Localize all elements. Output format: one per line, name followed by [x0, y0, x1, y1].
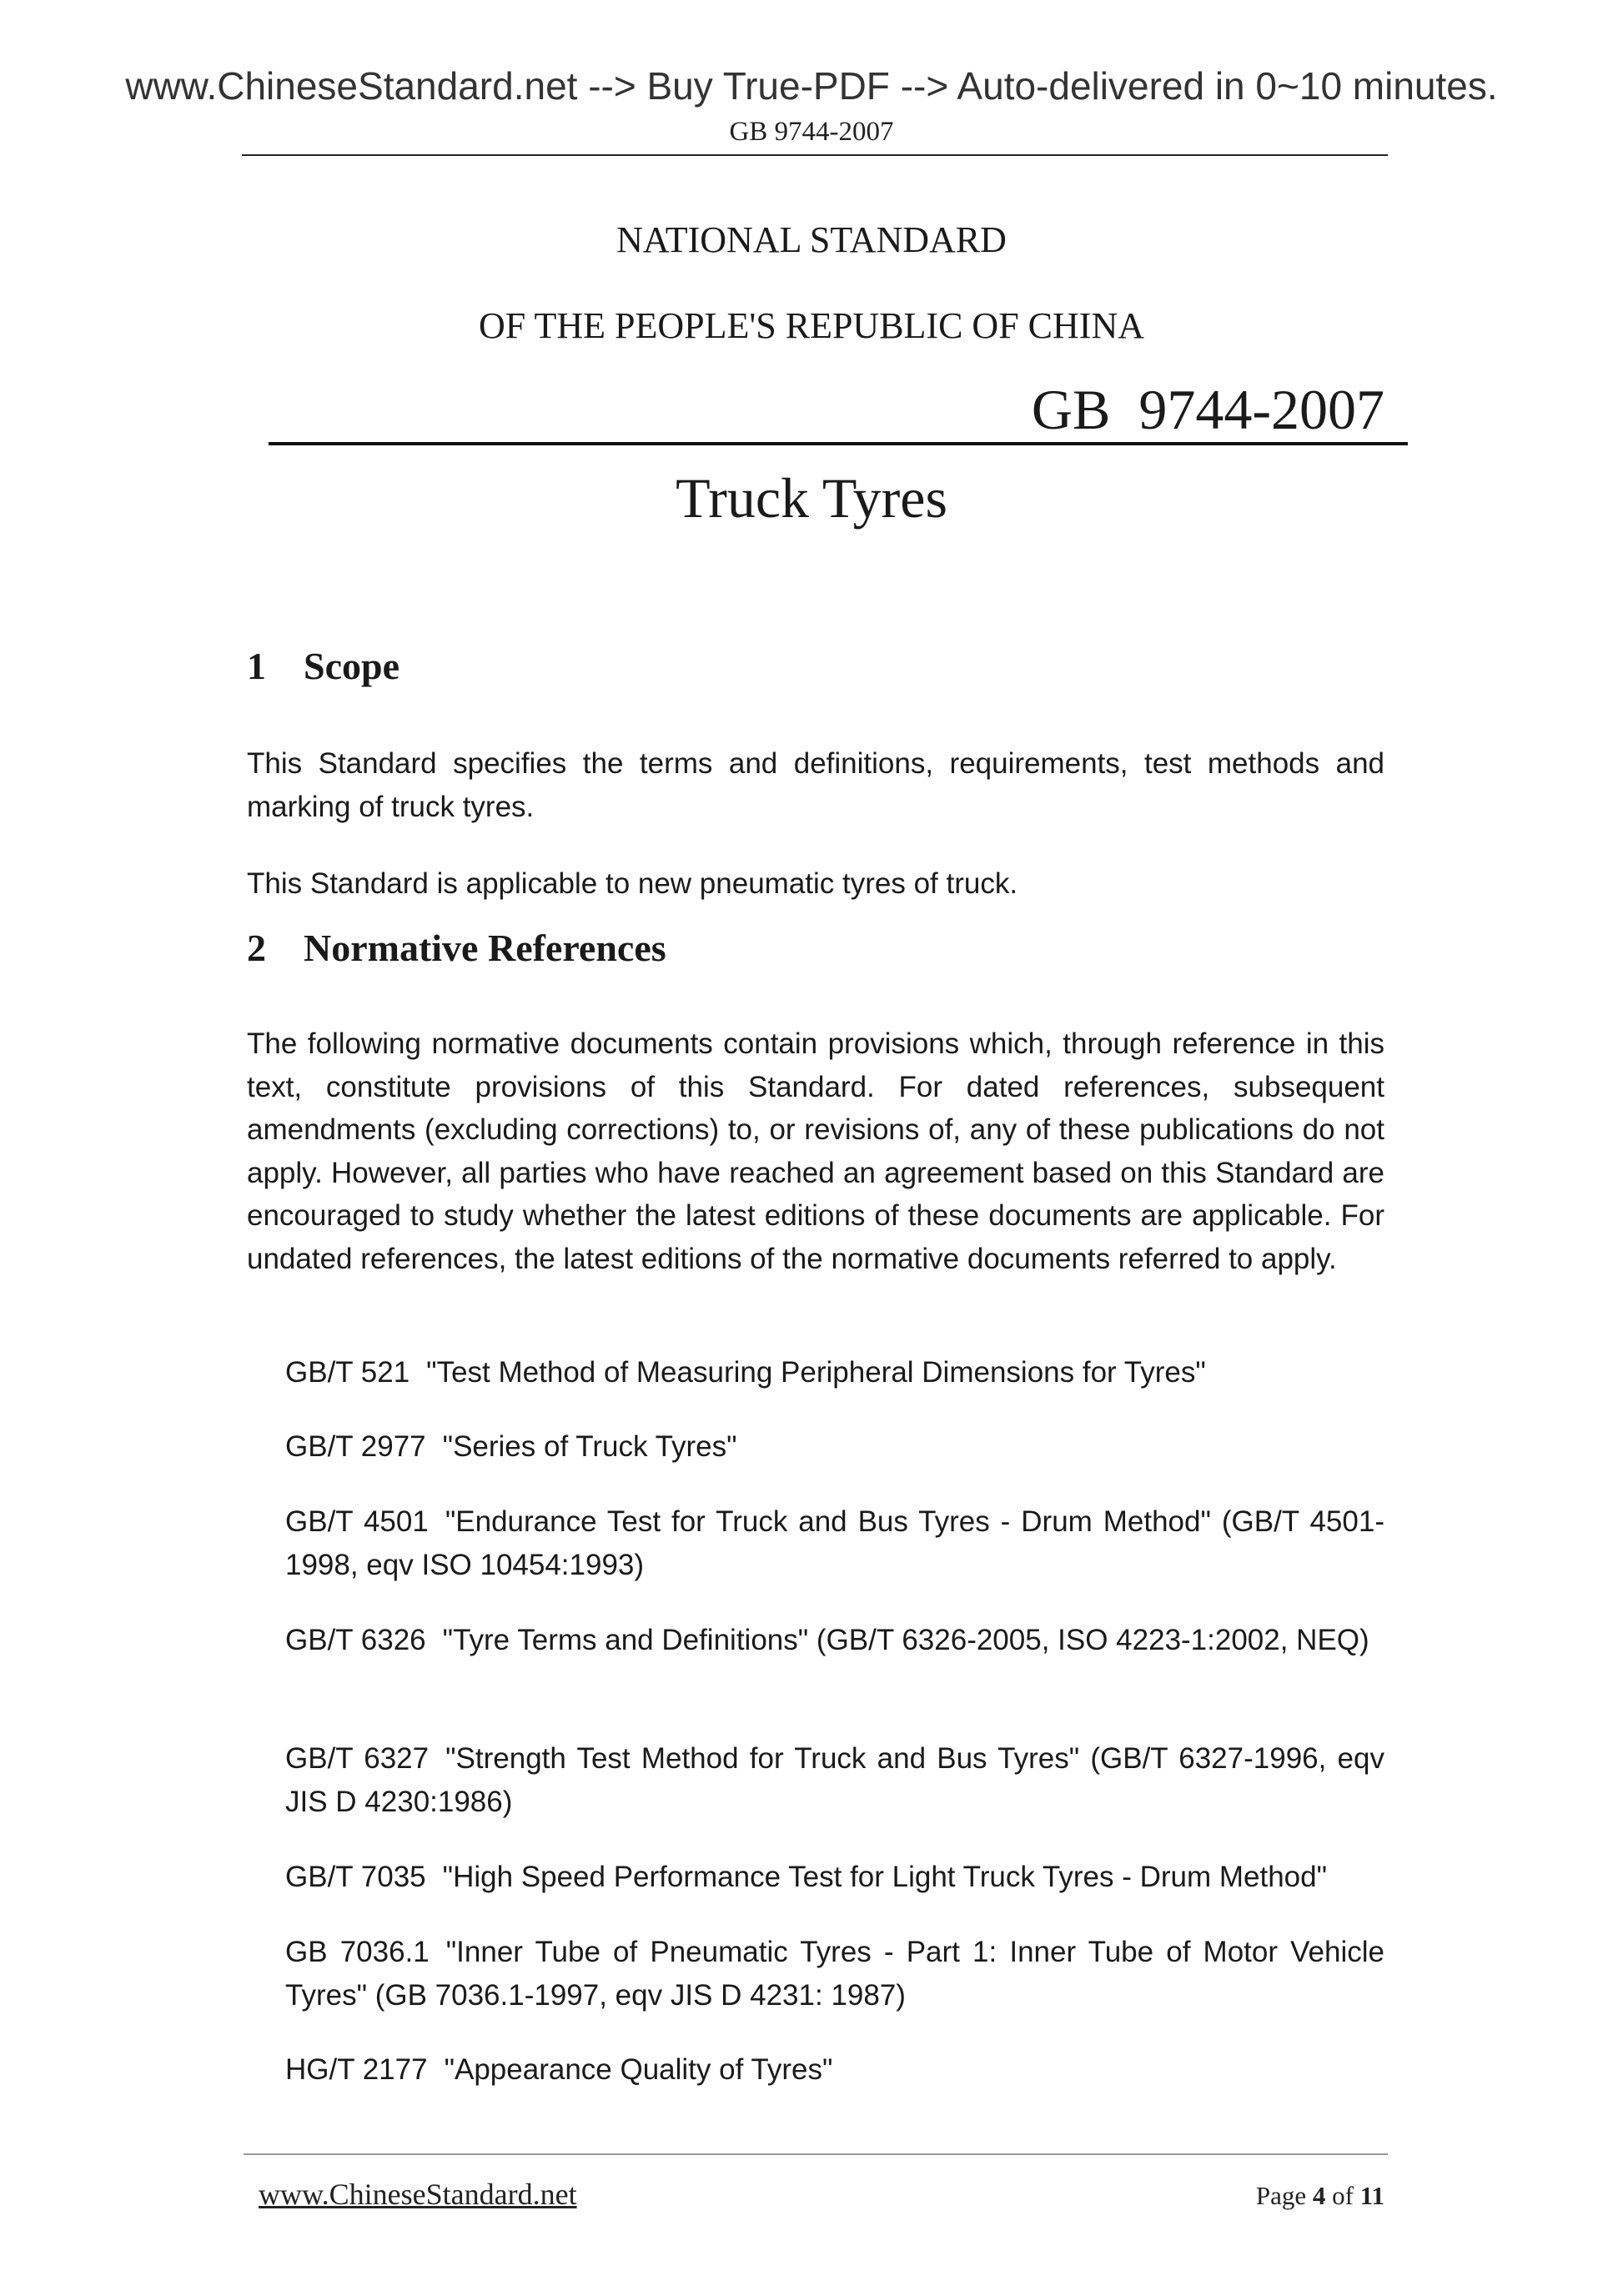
- header-divider: [242, 154, 1388, 156]
- page-current: 4: [1312, 2181, 1326, 2210]
- page-of: of: [1332, 2181, 1354, 2210]
- reference-item: [285, 1737, 1384, 1824]
- reference-item: [285, 1931, 1384, 2017]
- section-title: Scope: [304, 645, 399, 687]
- scope-paragraph-2: This Standard is applicable to new pneumatic tyres of truck.: [247, 867, 1018, 900]
- document-title: Truck Tyres: [676, 466, 947, 530]
- national-standard-title: NATIONAL STANDARD: [616, 219, 1007, 260]
- header-standard-code: GB 9744-2007: [729, 117, 894, 147]
- reference-item: [285, 1856, 1384, 1899]
- page-total: 11: [1359, 2181, 1384, 2210]
- reference-item: [285, 2048, 1384, 2092]
- section-number: 1: [247, 645, 266, 687]
- reference-title: "Endurance Test for Truck and Bus Tyres - Drum Method" (GB/T 4501-1998, eqv ISO 10454:1993): [285, 1505, 1384, 1581]
- footer-divider: [244, 2153, 1388, 2155]
- republic-title: OF THE PEOPLE'S REPUBLIC OF CHINA: [479, 305, 1144, 346]
- reference-code: HG/T 2177: [285, 2053, 428, 2086]
- reference-item: [285, 1425, 1384, 1469]
- reference-code: GB 7036.1: [285, 1936, 430, 1968]
- reference-code: GB/T 2977: [285, 1430, 426, 1463]
- reference-item: [285, 1351, 1384, 1394]
- scope-paragraph-1: This Standard specifies the terms and definitions, requirements, test methods and marking of truck tyres.: [247, 747, 1384, 823]
- reference-item: [285, 1619, 1384, 1662]
- reference-item: [285, 1500, 1384, 1587]
- reference-code: GB/T 521: [285, 1356, 410, 1389]
- reference-code: GB/T 6326: [285, 1624, 426, 1656]
- page-indicator: [1256, 2181, 1384, 2211]
- reference-code: GB/T 4501: [285, 1505, 429, 1538]
- reference-title: "Tyre Terms and Definitions" (GB/T 6326-2005, ISO 4223-1:2002, NEQ): [442, 1624, 1369, 1656]
- reference-title: "Series of Truck Tyres": [442, 1430, 737, 1463]
- reference-code: GB/T 6327: [285, 1742, 430, 1775]
- standard-number: GB 9744-2007: [1031, 378, 1384, 441]
- section-number: 2: [247, 927, 266, 969]
- footer-website-link[interactable]: www.ChineseStandard.net: [259, 2178, 577, 2211]
- reference-title: "Inner Tube of Pneumatic Tyres - Part 1: Inner Tube of Motor Vehicle Tyres" (GB 7036.1-1997, eqv JIS D 4231: 1987): [285, 1936, 1385, 2012]
- reference-title: "Strength Test Method for Truck and Bus Tyres" (GB/T 6327-1996, eqv JIS D 4230:1986): [285, 1742, 1384, 1818]
- reference-title: "Appearance Quality of Tyres": [444, 2053, 833, 2086]
- top-banner: www.ChineseStandard.net --> Buy True-PDF --> Auto-delivered in 0~10 minutes.: [125, 64, 1498, 108]
- reference-code: GB/T 7035: [285, 1861, 426, 1893]
- page-label: Page: [1255, 2181, 1307, 2210]
- section-title: Normative References: [304, 927, 666, 969]
- reference-title: "High Speed Performance Test for Light Truck Tyres - Drum Method": [442, 1861, 1328, 1893]
- section-heading-normative-references: [247, 926, 666, 970]
- title-divider: [269, 442, 1408, 445]
- references-paragraph: The following normative documents contain provisions which, through reference in this text, constitute provisions of this Standard. For dated references, subsequent amendments (excluding corrections) to, or revisions of, any of these publications do not apply. However, all parties who have reached an agreement based on this Standard are encouraged to study whether the latest editions of these documents are applicable. For undated references, the latest editions of the normative documents referred to apply.: [247, 1027, 1384, 1275]
- reference-title: "Test Method of Measuring Peripheral Dimensions for Tyres": [426, 1356, 1206, 1389]
- section-heading-scope: [247, 644, 399, 688]
